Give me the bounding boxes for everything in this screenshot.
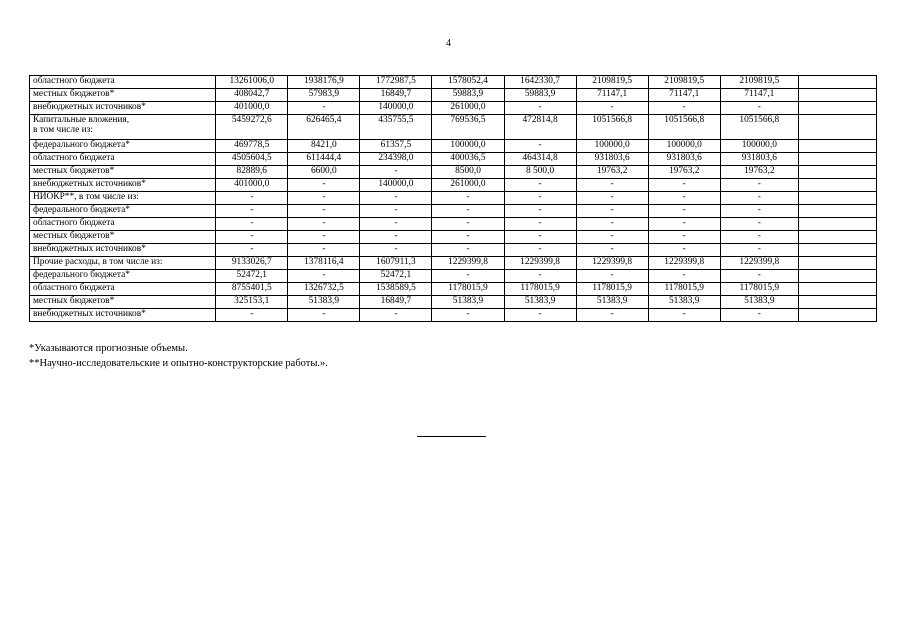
table-row bbox=[30, 76, 877, 89]
row-label: федерального бюджета* bbox=[30, 205, 216, 218]
row-label: Капитальные вложения, в том числе из: bbox=[30, 115, 216, 140]
table-cell: 19763,2 bbox=[648, 166, 720, 179]
table-cell: - bbox=[720, 244, 798, 257]
table-cell: - bbox=[720, 270, 798, 283]
row-label: областного бюджета bbox=[30, 76, 216, 89]
table-cell: - bbox=[432, 270, 504, 283]
table-cell: 100000,0 bbox=[432, 140, 504, 153]
table-cell bbox=[798, 244, 876, 257]
table-cell: - bbox=[288, 244, 360, 257]
table-cell: - bbox=[432, 244, 504, 257]
table-cell: - bbox=[360, 218, 432, 231]
table-cell: - bbox=[216, 244, 288, 257]
table-cell: - bbox=[360, 244, 432, 257]
table-cell: - bbox=[216, 192, 288, 205]
table-cell: 57983,9 bbox=[288, 89, 360, 102]
table-cell: - bbox=[504, 309, 576, 322]
table-cell: - bbox=[504, 205, 576, 218]
table-cell bbox=[798, 257, 876, 270]
table-cell: 2109819,5 bbox=[648, 76, 720, 89]
table-cell: 769536,5 bbox=[432, 115, 504, 140]
row-label: местных бюджетов* bbox=[30, 89, 216, 102]
table-cell: - bbox=[576, 218, 648, 231]
table-cell: 51383,9 bbox=[288, 296, 360, 309]
table-row bbox=[30, 244, 877, 257]
row-label: НИОКР**, в том числе из: bbox=[30, 192, 216, 205]
table-cell: 1178015,9 bbox=[504, 283, 576, 296]
footnote-forecast: *Указываются прогнозные объемы. bbox=[29, 343, 188, 354]
table-cell: - bbox=[648, 244, 720, 257]
table-cell: - bbox=[216, 205, 288, 218]
table-cell: - bbox=[720, 192, 798, 205]
table-cell: 931803,6 bbox=[648, 153, 720, 166]
table-cell: - bbox=[648, 309, 720, 322]
row-label: федерального бюджета* bbox=[30, 140, 216, 153]
table-cell: 61357,5 bbox=[360, 140, 432, 153]
row-label: федерального бюджета* bbox=[30, 270, 216, 283]
table-cell: - bbox=[720, 231, 798, 244]
table-cell: 82889,6 bbox=[216, 166, 288, 179]
table-row bbox=[30, 140, 877, 153]
row-label: внебюджетных источников* bbox=[30, 179, 216, 192]
table-cell: 51383,9 bbox=[504, 296, 576, 309]
row-label: областного бюджета bbox=[30, 218, 216, 231]
table-cell: - bbox=[432, 309, 504, 322]
row-label: Прочие расходы, в том числе из: bbox=[30, 257, 216, 270]
table-cell: - bbox=[648, 102, 720, 115]
separator-line bbox=[417, 436, 486, 437]
table-cell: 1378116,4 bbox=[288, 257, 360, 270]
table-cell: - bbox=[288, 309, 360, 322]
table-cell: 19763,2 bbox=[576, 166, 648, 179]
table-cell: - bbox=[360, 205, 432, 218]
table-cell: 52472,1 bbox=[360, 270, 432, 283]
table-cell: 464314,8 bbox=[504, 153, 576, 166]
table-cell: - bbox=[576, 102, 648, 115]
table-cell: 1178015,9 bbox=[576, 283, 648, 296]
table-cell: - bbox=[504, 231, 576, 244]
table-cell: 8421,0 bbox=[288, 140, 360, 153]
table-cell: 931803,6 bbox=[576, 153, 648, 166]
table-cell: - bbox=[576, 192, 648, 205]
table-row bbox=[30, 309, 877, 322]
table-cell: 1772987,5 bbox=[360, 76, 432, 89]
table-row bbox=[30, 102, 877, 115]
table-cell: 8755401,5 bbox=[216, 283, 288, 296]
table-cell: - bbox=[432, 231, 504, 244]
table-cell: 100000,0 bbox=[720, 140, 798, 153]
row-label: внебюджетных источников* bbox=[30, 102, 216, 115]
table-cell: - bbox=[648, 205, 720, 218]
table-cell: 1178015,9 bbox=[720, 283, 798, 296]
row-label: внебюджетных источников* bbox=[30, 244, 216, 257]
table-cell: - bbox=[432, 205, 504, 218]
table-cell: 408042,7 bbox=[216, 89, 288, 102]
table-cell: 6600,0 bbox=[288, 166, 360, 179]
table-row bbox=[30, 115, 877, 140]
row-label: местных бюджетов* bbox=[30, 296, 216, 309]
table-cell: - bbox=[720, 309, 798, 322]
table-cell: - bbox=[504, 192, 576, 205]
table-cell: 4505604,5 bbox=[216, 153, 288, 166]
table-cell bbox=[798, 192, 876, 205]
table-cell: 8500,0 bbox=[432, 166, 504, 179]
table-cell: - bbox=[504, 140, 576, 153]
table-row bbox=[30, 153, 877, 166]
table-cell: - bbox=[288, 179, 360, 192]
table-cell: 234398,0 bbox=[360, 153, 432, 166]
table-cell: 71147,1 bbox=[720, 89, 798, 102]
budget-table bbox=[29, 75, 877, 322]
table-cell: 1051566,8 bbox=[720, 115, 798, 140]
table-row bbox=[30, 179, 877, 192]
table-cell: - bbox=[576, 244, 648, 257]
table-cell bbox=[798, 205, 876, 218]
table-cell: 71147,1 bbox=[648, 89, 720, 102]
table-cell: 71147,1 bbox=[576, 89, 648, 102]
table-cell: - bbox=[288, 102, 360, 115]
table-cell bbox=[798, 89, 876, 102]
table-cell: 472814,8 bbox=[504, 115, 576, 140]
table-row bbox=[30, 192, 877, 205]
table-cell: 13261006,0 bbox=[216, 76, 288, 89]
table-cell: 1578052,4 bbox=[432, 76, 504, 89]
table-cell: 611444,4 bbox=[288, 153, 360, 166]
table-cell: - bbox=[576, 205, 648, 218]
table-cell: 261000,0 bbox=[432, 102, 504, 115]
table-cell: 100000,0 bbox=[648, 140, 720, 153]
table-cell: 1642330,7 bbox=[504, 76, 576, 89]
table-cell: - bbox=[288, 205, 360, 218]
table-cell: 52472,1 bbox=[216, 270, 288, 283]
table-cell: 1178015,9 bbox=[432, 283, 504, 296]
table-row bbox=[30, 270, 877, 283]
table-cell bbox=[798, 153, 876, 166]
table-cell bbox=[798, 166, 876, 179]
table-cell: - bbox=[504, 179, 576, 192]
table-cell: 1938176,9 bbox=[288, 76, 360, 89]
row-label: внебюджетных источников* bbox=[30, 309, 216, 322]
page-number: 4 bbox=[446, 38, 451, 49]
table-cell: - bbox=[216, 309, 288, 322]
table-cell: 8 500,0 bbox=[504, 166, 576, 179]
table-cell: - bbox=[504, 270, 576, 283]
table-cell: 1538589,5 bbox=[360, 283, 432, 296]
table-cell: 51383,9 bbox=[576, 296, 648, 309]
table-cell: 1229399,8 bbox=[504, 257, 576, 270]
table-cell: 1607911,3 bbox=[360, 257, 432, 270]
table-cell: - bbox=[648, 192, 720, 205]
table-cell: 16849,7 bbox=[360, 89, 432, 102]
table-cell bbox=[798, 270, 876, 283]
table-cell: 16849,7 bbox=[360, 296, 432, 309]
table-cell bbox=[798, 296, 876, 309]
table-cell: 2109819,5 bbox=[576, 76, 648, 89]
table-cell: - bbox=[648, 218, 720, 231]
table-cell: - bbox=[504, 218, 576, 231]
table-cell: 1178015,9 bbox=[648, 283, 720, 296]
table-cell: - bbox=[360, 192, 432, 205]
table-row bbox=[30, 257, 877, 270]
table-cell: - bbox=[216, 218, 288, 231]
table-row bbox=[30, 283, 877, 296]
table-cell: - bbox=[288, 270, 360, 283]
table-cell: - bbox=[720, 205, 798, 218]
table-cell: 1229399,8 bbox=[432, 257, 504, 270]
table-cell: - bbox=[720, 218, 798, 231]
table-cell: - bbox=[216, 231, 288, 244]
table-cell: 931803,6 bbox=[720, 153, 798, 166]
table-cell: - bbox=[288, 218, 360, 231]
table-cell: - bbox=[576, 231, 648, 244]
row-label: областного бюджета bbox=[30, 153, 216, 166]
table-cell: 51383,9 bbox=[648, 296, 720, 309]
table-cell: - bbox=[648, 270, 720, 283]
footnotes bbox=[29, 341, 328, 371]
table-cell: 401000,0 bbox=[216, 102, 288, 115]
table-cell: - bbox=[432, 218, 504, 231]
table-cell: 469778,5 bbox=[216, 140, 288, 153]
table-cell: 435755,5 bbox=[360, 115, 432, 140]
table-row bbox=[30, 296, 877, 309]
table-cell bbox=[798, 102, 876, 115]
table-cell: 5459272,6 bbox=[216, 115, 288, 140]
table-cell bbox=[798, 115, 876, 140]
row-label: местных бюджетов* bbox=[30, 166, 216, 179]
table-cell: - bbox=[576, 270, 648, 283]
table-cell: 1326732,5 bbox=[288, 283, 360, 296]
table-cell: 2109819,5 bbox=[720, 76, 798, 89]
table-cell bbox=[798, 218, 876, 231]
table-cell: - bbox=[288, 192, 360, 205]
table-cell: - bbox=[720, 102, 798, 115]
table-cell bbox=[798, 76, 876, 89]
table-cell: 325153,1 bbox=[216, 296, 288, 309]
table-cell: 261000,0 bbox=[432, 179, 504, 192]
table-cell bbox=[798, 140, 876, 153]
table-cell: 1229399,8 bbox=[720, 257, 798, 270]
table-cell: 19763,2 bbox=[720, 166, 798, 179]
table-cell bbox=[798, 283, 876, 296]
table-cell: - bbox=[360, 231, 432, 244]
table-cell bbox=[798, 231, 876, 244]
row-label: областного бюджета bbox=[30, 283, 216, 296]
table-cell: - bbox=[648, 231, 720, 244]
table-cell: 100000,0 bbox=[576, 140, 648, 153]
table-cell: 1051566,8 bbox=[648, 115, 720, 140]
table-row bbox=[30, 166, 877, 179]
table-cell: - bbox=[432, 192, 504, 205]
table-cell: - bbox=[288, 231, 360, 244]
table-cell: 59883,9 bbox=[504, 89, 576, 102]
table-row bbox=[30, 89, 877, 102]
table-cell: 51383,9 bbox=[432, 296, 504, 309]
table-row bbox=[30, 205, 877, 218]
table-cell: 400036,5 bbox=[432, 153, 504, 166]
table-cell: - bbox=[360, 309, 432, 322]
table-cell: 140000,0 bbox=[360, 102, 432, 115]
table-cell: - bbox=[576, 309, 648, 322]
table-cell: 626465,4 bbox=[288, 115, 360, 140]
table-cell: - bbox=[504, 244, 576, 257]
table-cell: - bbox=[648, 179, 720, 192]
table-cell: 1229399,8 bbox=[648, 257, 720, 270]
table-cell: 401000,0 bbox=[216, 179, 288, 192]
table-cell: 1229399,8 bbox=[576, 257, 648, 270]
table-cell: 59883,9 bbox=[432, 89, 504, 102]
footnote-niokr: **Научно-исследовательские и опытно-конструкторские работы.». bbox=[29, 358, 328, 369]
table-cell: 1051566,8 bbox=[576, 115, 648, 140]
table-cell: - bbox=[504, 102, 576, 115]
table-cell: - bbox=[576, 179, 648, 192]
table-cell: 140000,0 bbox=[360, 179, 432, 192]
table-cell bbox=[798, 309, 876, 322]
table-row bbox=[30, 231, 877, 244]
table-cell: - bbox=[360, 166, 432, 179]
table-row bbox=[30, 218, 877, 231]
table-cell: 51383,9 bbox=[720, 296, 798, 309]
row-label: местных бюджетов* bbox=[30, 231, 216, 244]
table-cell bbox=[798, 179, 876, 192]
table-cell: 9133026,7 bbox=[216, 257, 288, 270]
table-cell: - bbox=[720, 179, 798, 192]
